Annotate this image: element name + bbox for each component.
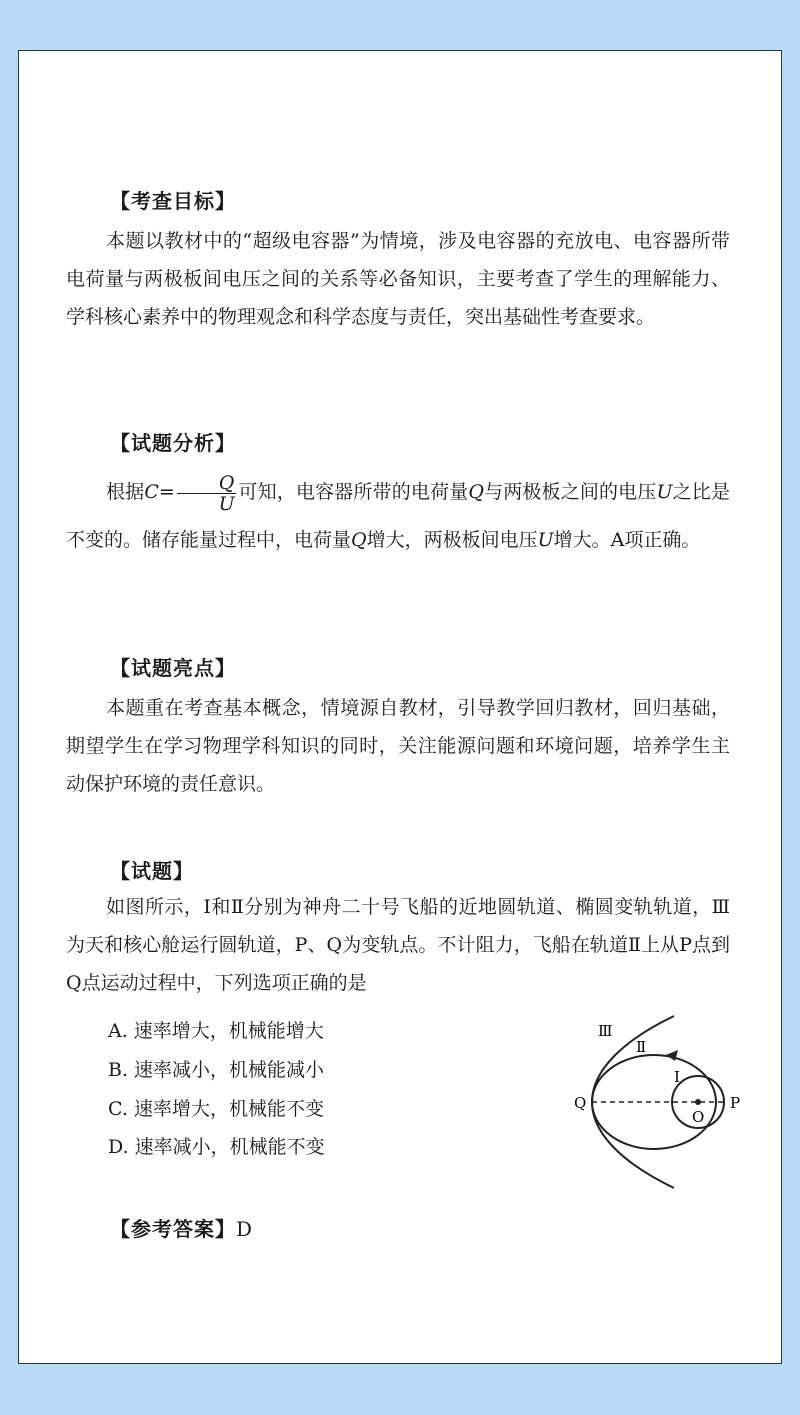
center-o-label: O — [692, 1108, 705, 1126]
var-u-2: U — [537, 529, 554, 551]
answer-line — [110, 1213, 253, 1242]
objective-heading: 【考查目标】 — [110, 189, 236, 213]
var-q: Q — [468, 481, 484, 503]
center-dot — [695, 1099, 701, 1105]
var-u: U — [656, 481, 673, 503]
option-a: A. 速率增大，机械能增大 — [108, 1020, 324, 1042]
analysis-text-3: 之比是不变的。储存能量过程中，电荷量 — [66, 481, 730, 551]
formula-lhs: C= — [144, 481, 175, 503]
orbit-ii-label: Ⅱ — [636, 1038, 647, 1056]
orbit-iii-label: Ⅲ — [598, 1022, 613, 1040]
analysis-text-4: 增大，两极板间电压 — [366, 529, 538, 551]
analysis-heading: 【试题分析】 — [110, 431, 236, 455]
answer-heading: 【参考答案】 — [110, 1217, 236, 1241]
formula-numerator: Q — [177, 473, 237, 494]
option-b: B. 速率减小，机械能减小 — [108, 1059, 325, 1081]
objective-body: 本题以教材中的“超级电容器”为情境，涉及电容器的充放电、电容器所带电荷量与两极板间电压之间的关系等必备知识，主要考查了学生的理解能力、学科核心素养中的物理观念和科学态度与责任，突出基础性考查要求。 — [66, 230, 730, 328]
answer-value: D — [236, 1217, 254, 1241]
analysis-text-2: 与两极板之间的电压 — [483, 481, 657, 503]
analysis-text-5: 增大。A项正确。 — [553, 529, 701, 551]
analysis-text-1: 可知，电容器所带的电荷量 — [238, 481, 469, 503]
orbit-i-label: Ⅰ — [674, 1068, 680, 1086]
point-p-label: P — [730, 1094, 741, 1112]
question-body: 如图所示，Ⅰ和Ⅱ分别为神舟二十号飞船的近地圆轨道、椭圆变轨轨道，Ⅲ为天和核心舱运行圆轨道，P、Q为变轨点。不计阻力，飞船在轨道Ⅱ上从P点到Q点运动过程中，下列选项正确的是 — [66, 896, 730, 994]
point-q-label: Q — [574, 1094, 587, 1112]
var-q-2: Q — [351, 529, 367, 551]
analysis-body — [66, 468, 730, 564]
analysis-prefix: 根据 — [106, 481, 145, 503]
orbit-ii-arrow — [666, 1050, 678, 1061]
highlights-body: 本题重在考查基本概念，情境源自教材，引导教学回归教材，回归基础，期望学生在学习物理学科知识的同时，关注能源问题和环境问题，培养学生主动保护环境的责任意识。 — [66, 697, 730, 795]
question-heading: 【试题】 — [110, 859, 194, 883]
orbit-diagram — [554, 1010, 754, 1200]
option-d: D. 速率减小，机械能不变 — [108, 1136, 325, 1158]
formula-fraction — [177, 473, 237, 514]
formula-denominator: U — [218, 492, 235, 515]
option-c: C. 速率增大，机械能不变 — [108, 1098, 324, 1120]
highlights-heading: 【试题亮点】 — [110, 656, 236, 680]
